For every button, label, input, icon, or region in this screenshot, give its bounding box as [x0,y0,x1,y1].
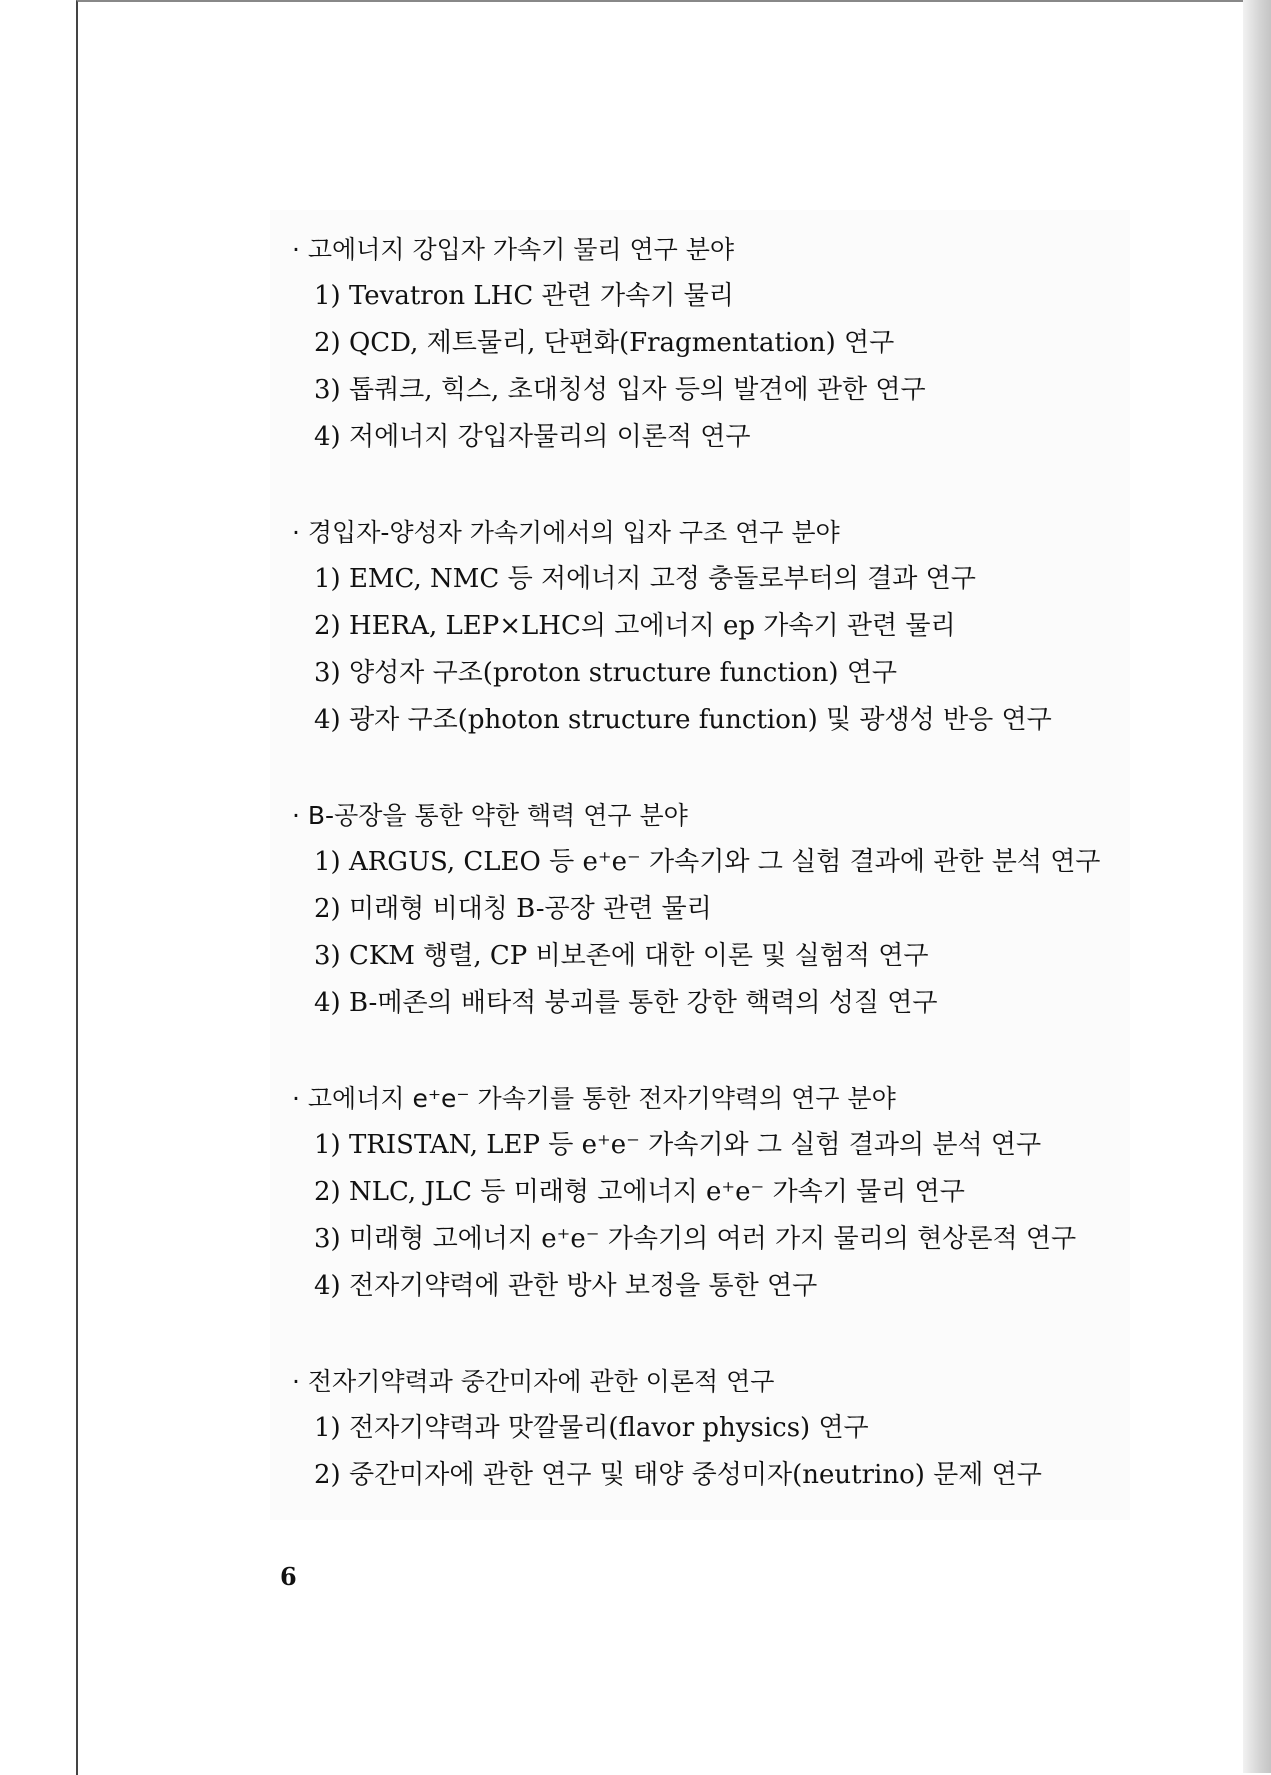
page-number: 6 [280,1562,297,1591]
list-item: 2) QCD, 제트물리, 단편화(Fragmentation) 연구 [314,328,895,358]
list-item: 4) 전자기약력에 관한 방사 보정을 통한 연구 [314,1271,818,1301]
list-item: 1) Tevatron LHC 관련 가속기 물리 [314,281,734,311]
list-item: 4) B-메존의 배타적 붕괴를 통한 강한 핵력의 성질 연구 [314,988,938,1018]
section-heading: · 고에너지 강입자 가속기 물리 연구 분야 [292,235,735,264]
section-heading: · 고에너지 e⁺e⁻ 가속기를 통한 전자기약력의 연구 분야 [292,1084,896,1113]
list-item: 1) 전자기약력과 맛깔물리(flavor physics) 연구 [314,1413,869,1443]
list-item: 1) ARGUS, CLEO 등 e⁺e⁻ 가속기와 그 실험 결과에 관한 분석 연구 [314,847,1101,877]
section-hadron-accelerator [292,226,1142,461]
list-item: 2) NLC, JLC 등 미래형 고에너지 e⁺e⁻ 가속기 물리 연구 [314,1177,965,1207]
list-item: 2) 중간미자에 관한 연구 및 태양 중성미자(neutrino) 문제 연구 [314,1460,1042,1490]
document-body [292,226,1142,1547]
list-item: 2) 미래형 비대칭 B-공장 관련 물리 [314,894,712,924]
section-lepton-proton [292,509,1142,744]
section-heading: · 경입자-양성자 가속기에서의 입자 구조 연구 분야 [292,518,840,547]
section-heading: · 전자기약력과 중간미자에 관한 이론적 연구 [292,1367,775,1396]
list-item: 3) CKM 행렬, CP 비보존에 대한 이론 및 실험적 연구 [314,941,929,971]
list-item: 1) EMC, NMC 등 저에너지 고정 충돌로부터의 결과 연구 [314,564,976,594]
list-item: 3) 양성자 구조(proton structure function) 연구 [314,658,898,688]
list-item: 3) 미래형 고에너지 e⁺e⁻ 가속기의 여러 가지 물리의 현상론적 연구 [314,1224,1077,1254]
section-electroweak-accelerator [292,1075,1142,1310]
list-item: 4) 저에너지 강입자물리의 이론적 연구 [314,422,751,452]
section-electroweak-neutrino [292,1358,1142,1499]
list-item: 4) 광자 구조(photon structure function) 및 광생성 반응 연구 [314,705,1052,735]
page-edge-shadow [1243,0,1271,1773]
list-item: 2) HERA, LEP×LHC의 고에너지 ep 가속기 관련 물리 [314,611,956,641]
list-item: 1) TRISTAN, LEP 등 e⁺e⁻ 가속기와 그 실험 결과의 분석 연구 [314,1130,1042,1160]
list-item: 3) 톱쿼크, 힉스, 초대칭성 입자 등의 발견에 관한 연구 [314,375,926,405]
section-b-factory [292,792,1142,1027]
section-heading: · B-공장을 통한 약한 핵력 연구 분야 [292,801,688,830]
